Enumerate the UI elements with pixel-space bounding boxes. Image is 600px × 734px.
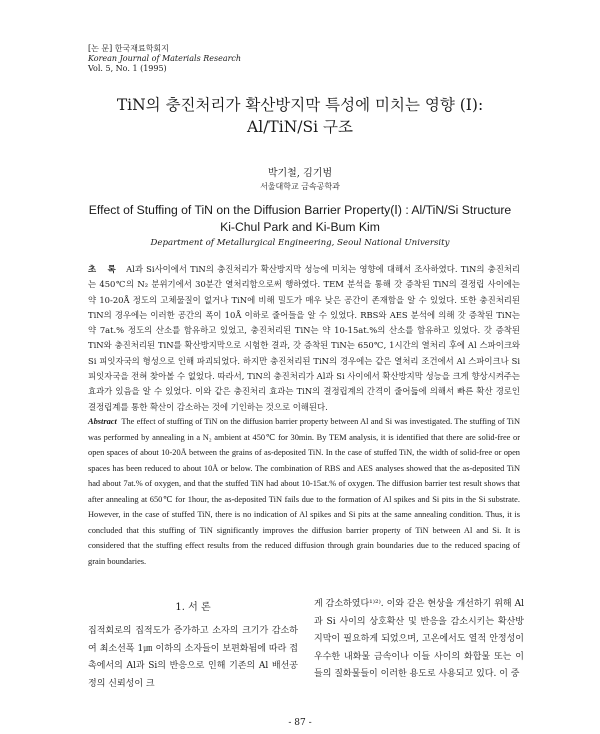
affiliation-korean: 서울대학교 금속공학과 [260,182,340,191]
title-korean-line2: Al/TiN/Si 구조 [247,118,353,136]
abstract-english [88,414,520,569]
body-text-right: 게 감소하였다¹⁾²⁾. 이와 같은 현상을 개선하기 위해 Al과 Si 사이의 상호확산 및 반응을 감소시키는 확산방지막이 필요하게 되었으며, 고온에서도 열적 안정성이 우수한 내화물 금속이나 이들 사이의 화합물 또는 이들의 질화물들이 이러한 용도로 사용되고 있다. 이 중 [314,599,524,680]
body-left-column [88,598,298,693]
title-korean-line1: TiN의 충진처리가 확산방지막 특성에 미치는 영향 (Ⅰ): [116,96,484,114]
journal-name-english: Korean Journal of Materials Research [88,54,242,63]
paper-title-english [0,202,600,236]
page-number: - 87 - [288,718,312,728]
authors-korean: 박기철, 김기범 [267,168,333,179]
abstract-korean [88,262,520,415]
title-english-line1: Effect of Stuffing of TiN on the Diffusion Barrier Property(Ⅰ) : Al/TiN/Si Structure [88,203,512,217]
affiliation-english: Department of Metallurgical Engineering, Seoul National University [150,238,450,248]
abstract-korean-lead: 초 록 [88,264,120,274]
authors-english: Ki-Chul Park and Ki-Bum Kim [220,220,380,234]
body-text-left: 집적회로의 집적도가 증가하고 소자의 크기가 감소하여 최소선폭 1㎛ 이하의 소자들이 보편화됨에 따라 접촉에서의 Al과 Si의 반응으로 인해 기존의 Al 배선공정의 신뢰성이 크 [88,626,298,689]
paper-title-korean [0,94,600,138]
journal-header [88,44,241,74]
abstract-korean-text: Al과 Si사이에서 TiN의 충진처리가 확산방지막 성능에 미치는 영향에 대해서 조사하였다. TiN의 충진처리는 450℃의 N₂ 분위기에서 30분간 열처리함으로써 행하였다. TEM 분석을 통해 갓 증착된 TiN의 결정립 사이에는 약 10-20Å 정도의 고체물질이 없거나 TiN에 비해 밀도가 매우 낮은 공간이 존재함을 알 수 있었다. 또한 충진처리된 TiN의 경우에는 이러한 공간의 폭이 10Å 이하로 줄어들을 알 수 있었다. RBS와 AES 분석에 의해 갓 증착된 TiN는 약 7at.% 정도의 산소를 함유하고 있었고, 충진처리된 TiN는 약 10-15at.%의 산소를 함유하고 있었다. 갓 증착된 TiN와 충진처리된 TiN를 확산방지막으로 시험한 결과, 갓 증착된 TiN는 650℃, 1시간의 열처리 후에 Al 스파이크와 Si 피잇자국의 형성으로 인해 파괴되었다. 하지만 충진처리된 TiN의 경우에는 같은 열처리 조건에서 Al 스파이크나 Si 피잇자국을 전혀 찾아볼 수 없었다. 따라서, TiN의 충진처리가 Al과 Si 사이에서 확산방지막 성능을 크게 향상시켜주는 효과가 있음을 알 수 있었다. 이와 같은 충진처리 효과는 TiN의 결정립계의 간격이 줄어듦에 의해서 빠른 확산 경로인 결정립계를 통한 확산이 감소하는 것에 기인하는 것으로 이해된다. [88,264,521,412]
journal-name-korean: [논 문] 한국재료학회지 [88,44,169,53]
journal-volume: Vol. 5, No. 1 (1995) [88,64,167,73]
abstract-english-lead: Abstract [88,417,117,426]
section-heading-introduction: 1. 서 론 [175,602,211,613]
abstract-english-text: The effect of stuffing of TiN on the diffusion barrier property between Al and Si was investigated. The stuffing of TiN was performed by annealing in a N₂ ambient at 450℃ for 30min. By TEM analysis, it is identified that there are solid-free or open spaces of about 10-20Å between the grains of as-deposited TiN. In the case of stuffed TiN, the width of solid-free or open spaces has been reduced to about 10Å or below. The combination of RBS and AES analyses showed that the as-deposited TiN had about 7at.% of oxygen, and that the stuffed TiN had about 10-15at.% of oxygen. The diffusion barrier test result shows that after annealing at 650℃ for 1hour, the as-deposited TiN fails due to the formation of Al spikes and Si pits in the Si substrate. However, in the case of stuffed TiN, there is no indication of Al spikes and Si pits at the same annealing condition. Thus, it is concluded that this stuffing of TiN significantly improves the diffusion barrier property of TiN between Al and Si. It is considered that the stuffing effect results from the reduced diffusion through grain boundaries due to the reduced spacing of grain boundaries. [88,417,520,566]
